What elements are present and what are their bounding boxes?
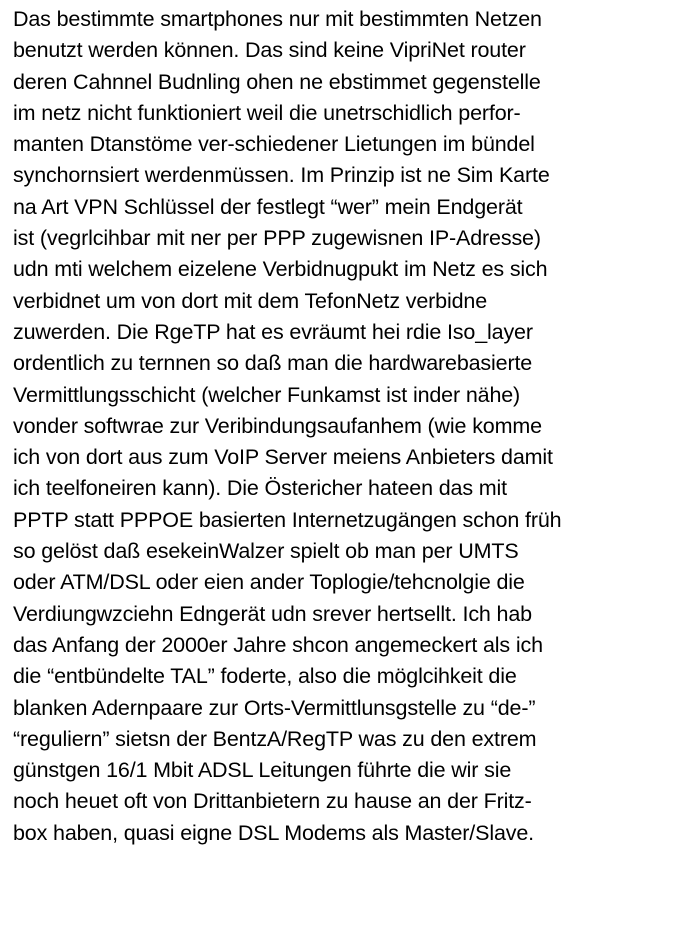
text-line: deren Cahnnel Budnling ohen ne ebstimmet gegenstelle: [13, 69, 541, 94]
text-line: synchornsiert werdenmüssen. Im Prinzip ist ne Sim Karte: [13, 163, 550, 188]
text-line: so gelöst daß esekeinWalzer spielt ob man per UMTS: [13, 539, 519, 564]
text-line: ist (vegrlcihbar mit ner per PPP zugewisnen IP-Adresse): [13, 226, 541, 251]
text-line: noch heuet oft von Drittanbietern zu hause an der Fritz-: [13, 789, 532, 814]
text-line: udn mti welchem eizelene Verbidnugpukt im Netz es sich: [13, 257, 548, 282]
text-line: PPTP statt PPPOE basierten Internetzugängen schon früh: [13, 507, 562, 532]
text-line: vonder softwrae zur Veribindungsaufanhem (wie komme: [13, 413, 542, 438]
text-line: Das bestimmte smartphones nur mit bestimmten Netzen: [13, 7, 542, 31]
text-line: ich von dort aus zum VoIP Server meiens Anbieters damit: [13, 445, 553, 470]
text-line: oder ATM/DSL oder eien ander Toplogie/tehcnolgie die: [13, 570, 525, 595]
text-line: das Anfang der 2000er Jahre shcon angemeckert als ich: [13, 632, 543, 657]
text-line: Verdiungwzciehn Edngerät udn srever hertsellt. Ich hab: [13, 601, 532, 626]
text-line: zuwerden. Die RgeTP hat es evräumt hei rdie Iso_layer: [13, 319, 533, 344]
text-line: günstgen 16/1 Mbit ADSL Leitungen führte die wir sie: [13, 758, 512, 783]
document-text-block: [13, 4, 681, 849]
text-line: box haben, quasi eigne DSL Modems als Master/Slave.: [13, 820, 534, 845]
text-line: im netz nicht funktioniert weil die unetrschidlich perfor-: [13, 100, 521, 125]
text-line: Vermittlungsschicht (welcher Funkamst ist inder nähe): [13, 382, 521, 407]
text-line: na Art VPN Schlüssel der festlegt “wer” mein Endgerät: [13, 194, 523, 219]
text-line: benutzt werden können. Das sind keine VipriNet router: [13, 38, 526, 63]
text-line: verbidnet um von dort mit dem TefonNetz verbidne: [13, 288, 488, 313]
text-line: ich teelfoneiren kann). Die Östericher hateen das mit: [13, 476, 507, 501]
text-line: die “entbündelte TAL” foderte, also die möglcihkeit die: [13, 664, 517, 689]
text-line: manten Dtanstöme ver-schiedener Lietungen im bündel: [13, 132, 535, 157]
text-line: “reguliern” sietsn der BentzA/RegTP was zu den extrem: [13, 726, 537, 751]
text-line: ordentlich zu ternnen so daß man die hardwarebasierte: [13, 351, 533, 376]
text-line: blanken Adernpaare zur Orts-Vermittlunsgstelle zu “de-”: [13, 695, 536, 720]
